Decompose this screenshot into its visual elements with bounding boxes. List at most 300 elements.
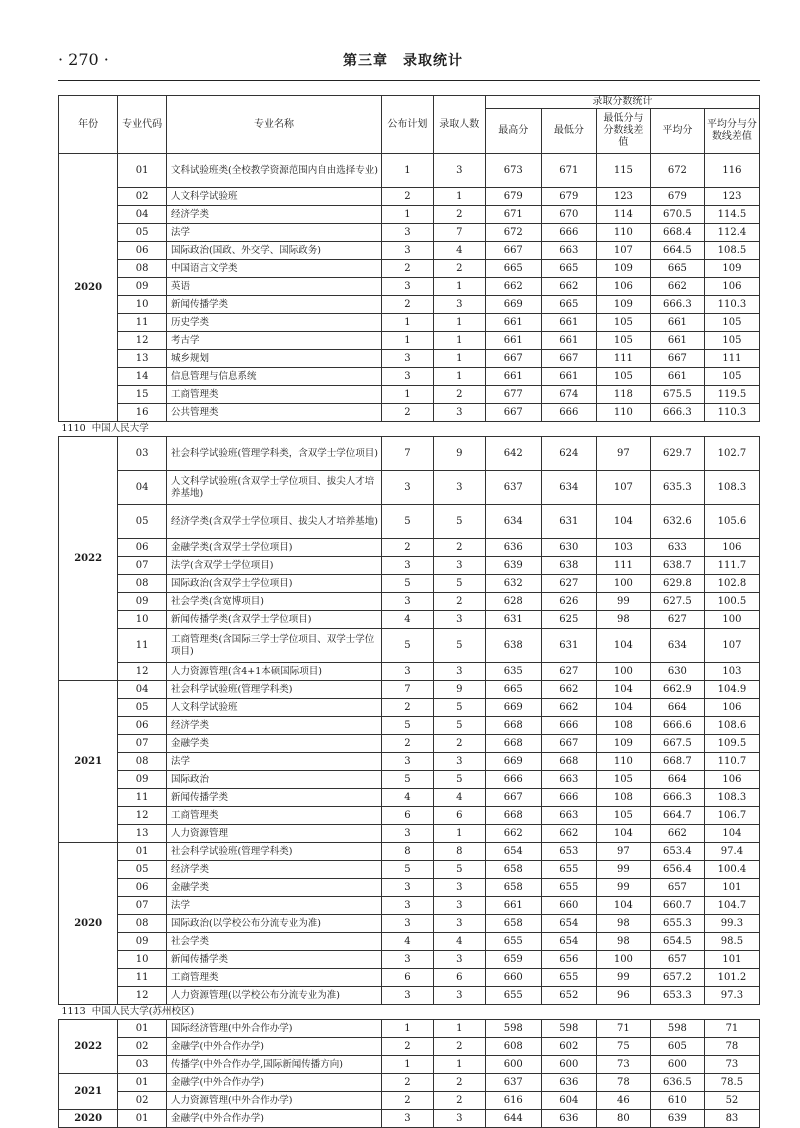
max-score-cell: 661 xyxy=(485,332,541,350)
name-cell: 工商管理类 xyxy=(167,807,382,825)
name-cell: 经济学类 xyxy=(167,717,382,735)
min-diff-cell: 123 xyxy=(596,188,650,206)
code-cell: 03 xyxy=(118,437,167,471)
code-cell: 07 xyxy=(118,735,167,753)
avg-score-cell: 629.7 xyxy=(650,437,704,471)
plan-cell: 1 xyxy=(381,332,433,350)
name-cell: 中国语言文学类 xyxy=(167,260,382,278)
min-diff-cell: 104 xyxy=(596,629,650,663)
max-score-cell: 608 xyxy=(485,1038,541,1056)
table-row xyxy=(59,314,760,332)
min-diff-cell: 100 xyxy=(596,951,650,969)
year-cell: 2021 xyxy=(59,681,118,843)
min-diff-cell: 110 xyxy=(596,404,650,422)
header-plan: 公布计划 xyxy=(381,96,433,154)
avg-score-cell: 630 xyxy=(650,663,704,681)
name-cell: 经济学类(含双学士学位项目、拔尖人才培养基地) xyxy=(167,505,382,539)
table-row xyxy=(59,969,760,987)
admitted-cell: 2 xyxy=(433,1092,485,1110)
min-diff-cell: 80 xyxy=(596,1110,650,1128)
table-row xyxy=(59,260,760,278)
min-score-cell: 661 xyxy=(541,332,596,350)
admitted-cell: 3 xyxy=(433,915,485,933)
code-cell: 12 xyxy=(118,663,167,681)
school-name: 中国人民大学 xyxy=(91,423,149,434)
min-score-cell: 670 xyxy=(541,206,596,224)
code-cell: 11 xyxy=(118,969,167,987)
avg-score-cell: 632.6 xyxy=(650,505,704,539)
code-cell: 09 xyxy=(118,933,167,951)
min-diff-cell: 104 xyxy=(596,681,650,699)
min-diff-cell: 107 xyxy=(596,242,650,260)
min-diff-cell: 99 xyxy=(596,969,650,987)
admitted-cell: 5 xyxy=(433,505,485,539)
min-score-cell: 655 xyxy=(541,879,596,897)
avg-score-cell: 675.5 xyxy=(650,386,704,404)
name-cell: 工商管理类 xyxy=(167,969,382,987)
admitted-cell: 2 xyxy=(433,260,485,278)
min-score-cell: 631 xyxy=(541,505,596,539)
plan-cell: 2 xyxy=(381,735,433,753)
min-score-cell: 636 xyxy=(541,1110,596,1128)
min-score-cell: 624 xyxy=(541,437,596,471)
table-row xyxy=(59,1074,760,1092)
plan-cell: 3 xyxy=(381,825,433,843)
admitted-cell: 1 xyxy=(433,825,485,843)
name-cell: 国际政治(国政、外交学、国际政务) xyxy=(167,242,382,260)
year-cell: 2020 xyxy=(59,154,118,422)
school-name: 中国人民大学(苏州校区) xyxy=(91,1006,195,1017)
code-cell: 05 xyxy=(118,699,167,717)
avg-diff-cell: 123 xyxy=(704,188,759,206)
avg-diff-cell: 78.5 xyxy=(704,1074,759,1092)
admitted-cell: 5 xyxy=(433,861,485,879)
avg-score-cell: 664.7 xyxy=(650,807,704,825)
avg-score-cell: 656.4 xyxy=(650,861,704,879)
admitted-cell: 1 xyxy=(433,278,485,296)
code-cell: 08 xyxy=(118,260,167,278)
school-row xyxy=(59,422,760,437)
chapter-title: 第三章 录取统计 xyxy=(343,53,463,69)
name-cell: 社会学类(含宽博项目) xyxy=(167,593,382,611)
table-row xyxy=(59,350,760,368)
avg-score-cell: 679 xyxy=(650,188,704,206)
min-score-cell: 668 xyxy=(541,753,596,771)
avg-score-cell: 666.3 xyxy=(650,296,704,314)
max-score-cell: 667 xyxy=(485,404,541,422)
table-row xyxy=(59,386,760,404)
plan-cell: 2 xyxy=(381,260,433,278)
max-score-cell: 642 xyxy=(485,437,541,471)
min-score-cell: 627 xyxy=(541,663,596,681)
page-number: · 270 · xyxy=(58,50,109,69)
avg-diff-cell: 108.5 xyxy=(704,242,759,260)
name-cell: 金融学(中外合作办学) xyxy=(167,1110,382,1128)
code-cell: 05 xyxy=(118,224,167,242)
max-score-cell: 658 xyxy=(485,861,541,879)
school-code: 1113 xyxy=(61,1006,86,1017)
avg-diff-cell: 111 xyxy=(704,350,759,368)
table-row xyxy=(59,861,760,879)
plan-cell: 1 xyxy=(381,1020,433,1038)
table-row xyxy=(59,1092,760,1110)
min-score-cell: 662 xyxy=(541,699,596,717)
name-cell: 社会科学试验班(管理学科类) xyxy=(167,843,382,861)
min-score-cell: 666 xyxy=(541,404,596,422)
header-year: 年份 xyxy=(59,96,118,154)
year-cell: 2021 xyxy=(59,1074,118,1110)
admitted-cell: 3 xyxy=(433,987,485,1005)
min-diff-cell: 107 xyxy=(596,471,650,505)
max-score-cell: 669 xyxy=(485,296,541,314)
admitted-cell: 4 xyxy=(433,242,485,260)
avg-diff-cell: 73 xyxy=(704,1056,759,1074)
avg-diff-cell: 110.3 xyxy=(704,404,759,422)
max-score-cell: 668 xyxy=(485,807,541,825)
avg-score-cell: 660.7 xyxy=(650,897,704,915)
admitted-cell: 3 xyxy=(433,1110,485,1128)
header-avg: 平均分 xyxy=(650,109,704,154)
plan-cell: 2 xyxy=(381,1074,433,1092)
max-score-cell: 667 xyxy=(485,789,541,807)
min-diff-cell: 105 xyxy=(596,314,650,332)
name-cell: 金融学类(含双学士学位项目) xyxy=(167,539,382,557)
table-row xyxy=(59,505,760,539)
min-diff-cell: 105 xyxy=(596,368,650,386)
min-score-cell: 666 xyxy=(541,789,596,807)
admitted-cell: 5 xyxy=(433,575,485,593)
school-code: 1110 xyxy=(61,423,86,434)
min-score-cell: 662 xyxy=(541,681,596,699)
max-score-cell: 632 xyxy=(485,575,541,593)
plan-cell: 5 xyxy=(381,505,433,539)
code-cell: 04 xyxy=(118,471,167,505)
avg-score-cell: 654.5 xyxy=(650,933,704,951)
avg-score-cell: 655.3 xyxy=(650,915,704,933)
avg-score-cell: 657 xyxy=(650,951,704,969)
code-cell: 01 xyxy=(118,1020,167,1038)
max-score-cell: 660 xyxy=(485,969,541,987)
avg-score-cell: 664 xyxy=(650,771,704,789)
min-score-cell: 634 xyxy=(541,471,596,505)
table-row xyxy=(59,278,760,296)
code-cell: 01 xyxy=(118,154,167,188)
min-diff-cell: 110 xyxy=(596,753,650,771)
min-score-cell: 652 xyxy=(541,987,596,1005)
code-cell: 08 xyxy=(118,915,167,933)
school-cell xyxy=(59,422,760,437)
admitted-cell: 2 xyxy=(433,593,485,611)
avg-diff-cell: 100 xyxy=(704,611,759,629)
name-cell: 人力资源管理 xyxy=(167,825,382,843)
code-cell: 06 xyxy=(118,242,167,260)
year-cell: 2022 xyxy=(59,437,118,681)
min-diff-cell: 105 xyxy=(596,807,650,825)
avg-score-cell: 627.5 xyxy=(650,593,704,611)
plan-cell: 5 xyxy=(381,629,433,663)
avg-score-cell: 605 xyxy=(650,1038,704,1056)
min-score-cell: 654 xyxy=(541,915,596,933)
code-cell: 06 xyxy=(118,539,167,557)
table-row xyxy=(59,296,760,314)
min-score-cell: 638 xyxy=(541,557,596,575)
header-rule xyxy=(58,80,760,81)
min-diff-cell: 46 xyxy=(596,1092,650,1110)
plan-cell: 2 xyxy=(381,1092,433,1110)
admitted-cell: 6 xyxy=(433,969,485,987)
avg-score-cell: 661 xyxy=(650,368,704,386)
avg-diff-cell: 108.3 xyxy=(704,789,759,807)
max-score-cell: 661 xyxy=(485,368,541,386)
table-header xyxy=(59,96,760,154)
table-row xyxy=(59,629,760,663)
max-score-cell: 639 xyxy=(485,557,541,575)
avg-diff-cell: 78 xyxy=(704,1038,759,1056)
min-diff-cell: 105 xyxy=(596,771,650,789)
avg-diff-cell: 105 xyxy=(704,314,759,332)
plan-cell: 1 xyxy=(381,1056,433,1074)
name-cell: 国际政治(含双学士学位项目) xyxy=(167,575,382,593)
name-cell: 国际政治 xyxy=(167,771,382,789)
admitted-cell: 6 xyxy=(433,807,485,825)
admitted-cell: 2 xyxy=(433,386,485,404)
min-diff-cell: 106 xyxy=(596,278,650,296)
code-cell: 11 xyxy=(118,789,167,807)
min-score-cell: 665 xyxy=(541,260,596,278)
table-row xyxy=(59,611,760,629)
code-cell: 09 xyxy=(118,278,167,296)
admitted-cell: 5 xyxy=(433,699,485,717)
admitted-cell: 7 xyxy=(433,224,485,242)
name-cell: 考古学 xyxy=(167,332,382,350)
max-score-cell: 658 xyxy=(485,915,541,933)
min-diff-cell: 98 xyxy=(596,611,650,629)
avg-score-cell: 661 xyxy=(650,314,704,332)
max-score-cell: 644 xyxy=(485,1110,541,1128)
plan-cell: 2 xyxy=(381,1038,433,1056)
name-cell: 社会科学试验班(管理学科类，含双学士学位项目) xyxy=(167,437,382,471)
min-diff-cell: 96 xyxy=(596,987,650,1005)
avg-diff-cell: 112.4 xyxy=(704,224,759,242)
max-score-cell: 661 xyxy=(485,897,541,915)
table-row xyxy=(59,717,760,735)
max-score-cell: 658 xyxy=(485,879,541,897)
avg-score-cell: 667 xyxy=(650,350,704,368)
admitted-cell: 8 xyxy=(433,843,485,861)
min-diff-cell: 98 xyxy=(596,915,650,933)
plan-cell: 4 xyxy=(381,611,433,629)
avg-score-cell: 667.5 xyxy=(650,735,704,753)
min-diff-cell: 109 xyxy=(596,735,650,753)
header-avg-diff: 平均分与分数线差值 xyxy=(704,109,759,154)
table-row xyxy=(59,825,760,843)
plan-cell: 3 xyxy=(381,987,433,1005)
table-row xyxy=(59,879,760,897)
avg-diff-cell: 114.5 xyxy=(704,206,759,224)
min-diff-cell: 104 xyxy=(596,699,650,717)
name-cell: 法学(含双学士学位项目) xyxy=(167,557,382,575)
avg-diff-cell: 97.4 xyxy=(704,843,759,861)
plan-cell: 2 xyxy=(381,188,433,206)
name-cell: 新闻传播学类 xyxy=(167,296,382,314)
max-score-cell: 638 xyxy=(485,629,541,663)
plan-cell: 6 xyxy=(381,807,433,825)
code-cell: 02 xyxy=(118,188,167,206)
name-cell: 金融学(中外合作办学) xyxy=(167,1074,382,1092)
max-score-cell: 636 xyxy=(485,539,541,557)
max-score-cell: 659 xyxy=(485,951,541,969)
avg-score-cell: 639 xyxy=(650,1110,704,1128)
min-diff-cell: 110 xyxy=(596,224,650,242)
code-cell: 11 xyxy=(118,314,167,332)
avg-diff-cell: 106 xyxy=(704,539,759,557)
admitted-cell: 5 xyxy=(433,629,485,663)
table-row xyxy=(59,539,760,557)
avg-score-cell: 670.5 xyxy=(650,206,704,224)
code-cell: 09 xyxy=(118,771,167,789)
avg-score-cell: 635.3 xyxy=(650,471,704,505)
avg-diff-cell: 98.5 xyxy=(704,933,759,951)
code-cell: 10 xyxy=(118,951,167,969)
max-score-cell: 669 xyxy=(485,699,541,717)
min-score-cell: 661 xyxy=(541,314,596,332)
plan-cell: 3 xyxy=(381,879,433,897)
admitted-cell: 3 xyxy=(433,663,485,681)
plan-cell: 8 xyxy=(381,843,433,861)
table-row xyxy=(59,368,760,386)
max-score-cell: 667 xyxy=(485,242,541,260)
plan-cell: 3 xyxy=(381,557,433,575)
code-cell: 02 xyxy=(118,1092,167,1110)
avg-diff-cell: 105.6 xyxy=(704,505,759,539)
min-score-cell: 671 xyxy=(541,154,596,188)
admitted-cell: 5 xyxy=(433,717,485,735)
plan-cell: 3 xyxy=(381,897,433,915)
avg-diff-cell: 52 xyxy=(704,1092,759,1110)
max-score-cell: 665 xyxy=(485,681,541,699)
table-row xyxy=(59,735,760,753)
plan-cell: 3 xyxy=(381,350,433,368)
admitted-cell: 4 xyxy=(433,789,485,807)
plan-cell: 1 xyxy=(381,314,433,332)
header-name: 专业名称 xyxy=(167,96,382,154)
admitted-cell: 3 xyxy=(433,951,485,969)
min-diff-cell: 104 xyxy=(596,897,650,915)
avg-diff-cell: 106 xyxy=(704,771,759,789)
min-diff-cell: 98 xyxy=(596,933,650,951)
table-row xyxy=(59,933,760,951)
code-cell: 09 xyxy=(118,593,167,611)
max-score-cell: 654 xyxy=(485,843,541,861)
table-row xyxy=(59,843,760,861)
table-row xyxy=(59,404,760,422)
max-score-cell: 671 xyxy=(485,206,541,224)
avg-score-cell: 668.7 xyxy=(650,753,704,771)
plan-cell: 5 xyxy=(381,717,433,735)
name-cell: 人文科学试验班 xyxy=(167,188,382,206)
min-score-cell: 655 xyxy=(541,861,596,879)
plan-cell: 7 xyxy=(381,681,433,699)
avg-score-cell: 598 xyxy=(650,1020,704,1038)
avg-diff-cell: 101 xyxy=(704,951,759,969)
name-cell: 国际经济管理(中外合作办学) xyxy=(167,1020,382,1038)
min-score-cell: 602 xyxy=(541,1038,596,1056)
table-row xyxy=(59,699,760,717)
school-row xyxy=(59,1005,760,1020)
min-score-cell: 663 xyxy=(541,807,596,825)
max-score-cell: 637 xyxy=(485,1074,541,1092)
table-body xyxy=(59,154,760,1128)
avg-diff-cell: 106 xyxy=(704,699,759,717)
max-score-cell: 598 xyxy=(485,1020,541,1038)
avg-diff-cell: 105 xyxy=(704,332,759,350)
table-row xyxy=(59,681,760,699)
name-cell: 社会科学试验班(管理学科类) xyxy=(167,681,382,699)
plan-cell: 5 xyxy=(381,771,433,789)
table-row xyxy=(59,663,760,681)
table-row xyxy=(59,224,760,242)
avg-diff-cell: 104.7 xyxy=(704,897,759,915)
avg-diff-cell: 116 xyxy=(704,154,759,188)
admitted-cell: 3 xyxy=(433,753,485,771)
max-score-cell: 655 xyxy=(485,987,541,1005)
avg-diff-cell: 119.5 xyxy=(704,386,759,404)
avg-diff-cell: 103 xyxy=(704,663,759,681)
plan-cell: 5 xyxy=(381,575,433,593)
avg-diff-cell: 110.3 xyxy=(704,296,759,314)
name-cell: 法学 xyxy=(167,753,382,771)
max-score-cell: 669 xyxy=(485,753,541,771)
table-row xyxy=(59,188,760,206)
table-row xyxy=(59,1056,760,1074)
avg-score-cell: 657.2 xyxy=(650,969,704,987)
header-code: 专业代码 xyxy=(118,96,167,154)
code-cell: 01 xyxy=(118,843,167,861)
max-score-cell: 616 xyxy=(485,1092,541,1110)
admitted-cell: 3 xyxy=(433,404,485,422)
code-cell: 06 xyxy=(118,717,167,735)
min-score-cell: 666 xyxy=(541,717,596,735)
avg-score-cell: 633 xyxy=(650,539,704,557)
admitted-cell: 1 xyxy=(433,314,485,332)
name-cell: 城乡规划 xyxy=(167,350,382,368)
table-row xyxy=(59,471,760,505)
plan-cell: 4 xyxy=(381,789,433,807)
max-score-cell: 665 xyxy=(485,260,541,278)
avg-score-cell: 636.5 xyxy=(650,1074,704,1092)
code-cell: 05 xyxy=(118,861,167,879)
plan-cell: 2 xyxy=(381,296,433,314)
avg-score-cell: 664 xyxy=(650,699,704,717)
max-score-cell: 661 xyxy=(485,314,541,332)
table-row xyxy=(59,753,760,771)
max-score-cell: 667 xyxy=(485,350,541,368)
avg-score-cell: 627 xyxy=(650,611,704,629)
min-diff-cell: 109 xyxy=(596,296,650,314)
table-row xyxy=(59,593,760,611)
max-score-cell: 679 xyxy=(485,188,541,206)
avg-score-cell: 662.9 xyxy=(650,681,704,699)
avg-diff-cell: 102.8 xyxy=(704,575,759,593)
admitted-cell: 3 xyxy=(433,879,485,897)
plan-cell: 3 xyxy=(381,471,433,505)
plan-cell: 3 xyxy=(381,593,433,611)
name-cell: 新闻传播学类 xyxy=(167,951,382,969)
table-row xyxy=(59,897,760,915)
min-score-cell: 663 xyxy=(541,242,596,260)
table-row xyxy=(59,575,760,593)
name-cell: 法学 xyxy=(167,897,382,915)
